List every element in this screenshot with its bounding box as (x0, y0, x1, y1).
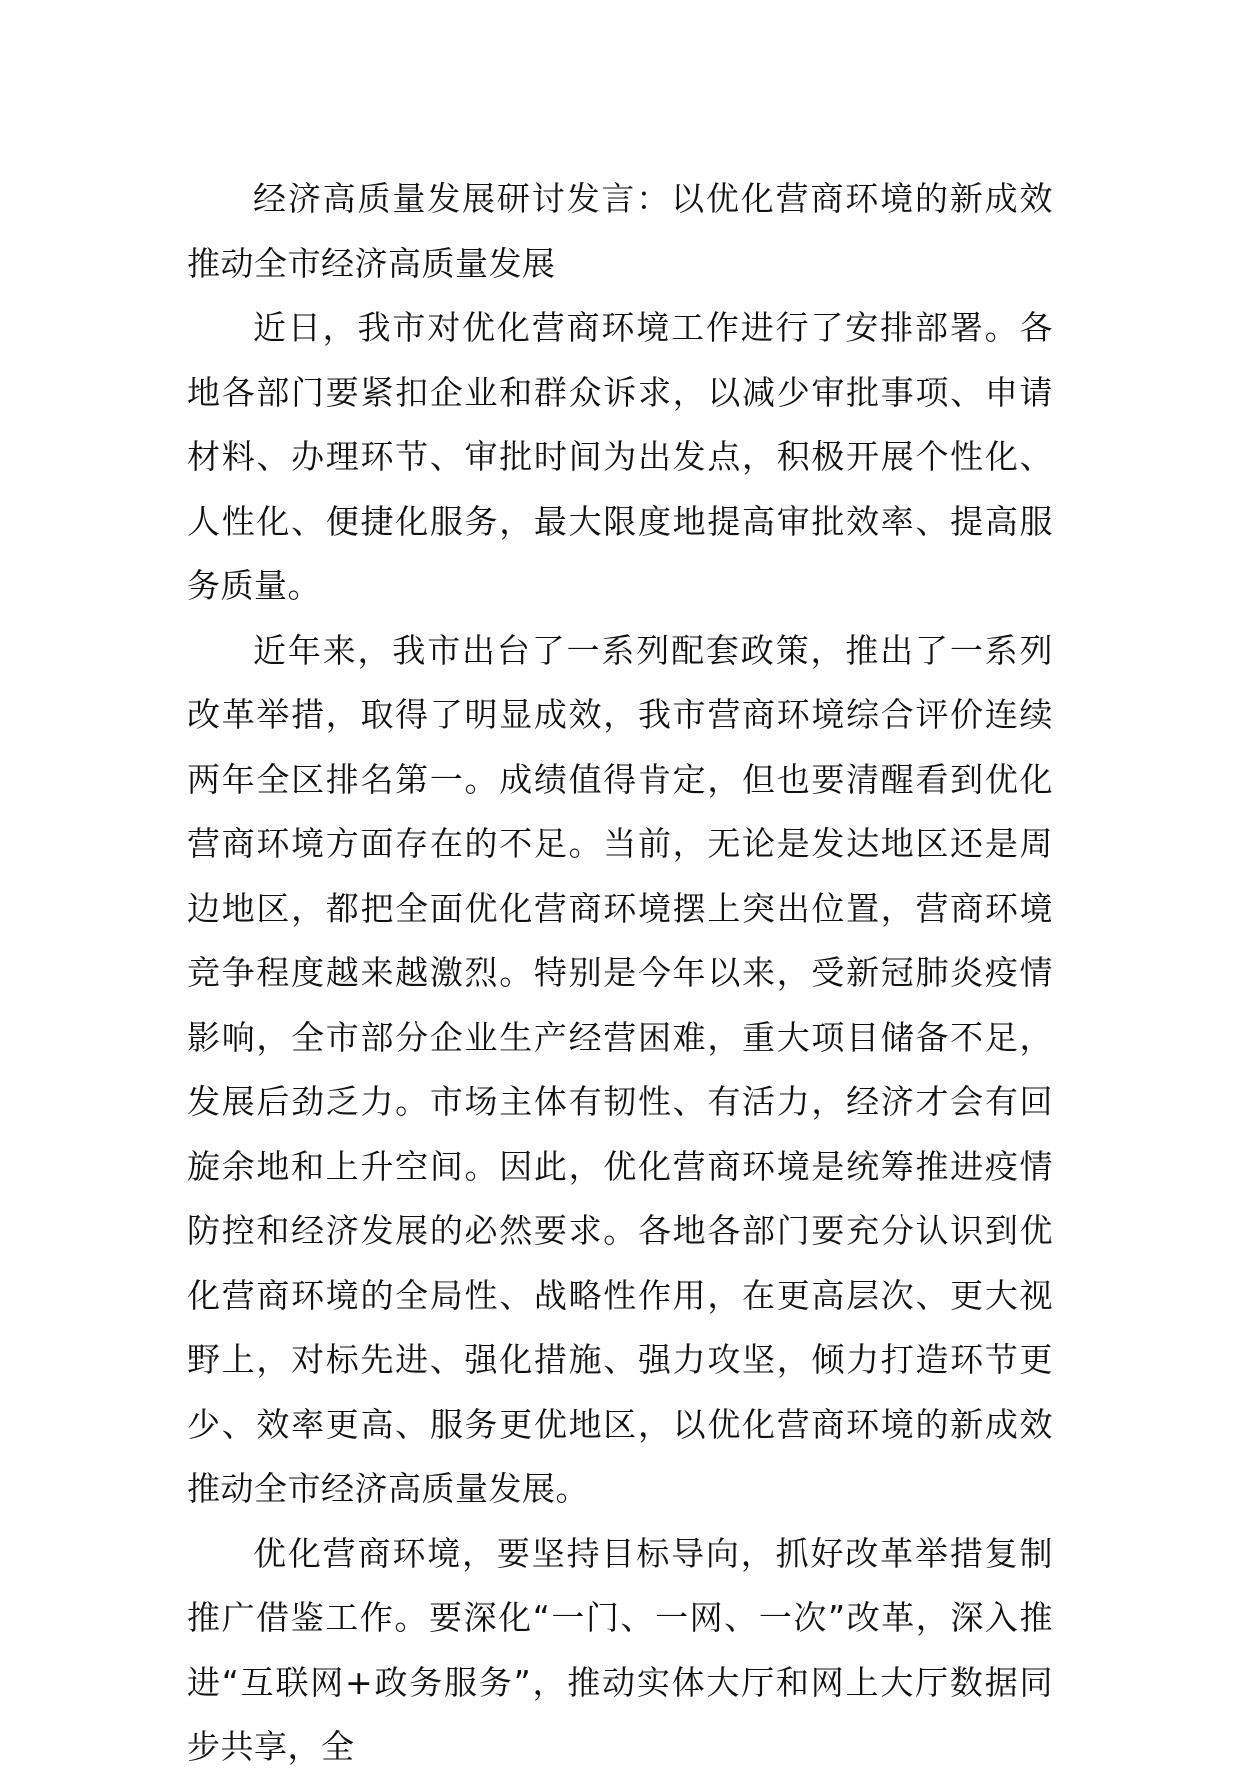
paragraph-2: 近年来，我市出台了一系列配套政策，推出了一系列改革举措，取得了明显成效，我市营商环境综合评价连续两年全区排名第一。成绩值得肯定，但也要清醒看到优化营商环境方面存在的不足。当前，无论是发达地区还是周边地区，都把全面优化营商环境摆上突出位置，营商环境竞争程度越来越激烈。特别是今年以来，受新冠肺炎疫情影响，全市部分企业生产经营困难，重大项目储备不足，发展后劲乏力。市场主体有韧性、有活力，经济才会有回旋余地和上升空间。因此，优化营商环境是统筹推进疫情防控和经济发展的必然要求。各地各部门要充分认识到优化营商环境的全局性、战略性作用，在更高层次、更大视野上，对标先进、强化措施、强力攻坚，倾力打造环节更少、效率更高、服务更优地区，以优化营商环境的新成效推动全市经济高质量发展。 (187, 630, 1053, 1508)
document-title: 经济高质量发展研讨发言：以优化营商环境的新成效推动全市经济高质量发展 (187, 179, 1053, 283)
paragraph-1: 近日，我市对优化营商环境工作进行了安排部署。各地各部门要紧扣企业和群众诉求，以减少审批事项、申请材料、办理环节、审批时间为出发点，积极开展个性化、人性化、便捷化服务，最大限度地提高审批效率、提高服务质量。 (187, 308, 1053, 605)
document-page (187, 167, 1053, 1780)
paragraph-3: 优化营商环境，要坚持目标导向，抓好改革举措复制推广借鉴工作。要深化“一门、一网、一次”改革，深入推进“互联网+政务服务”，推动实体大厅和网上大厅数据同步共享，全 (187, 1533, 1053, 1766)
